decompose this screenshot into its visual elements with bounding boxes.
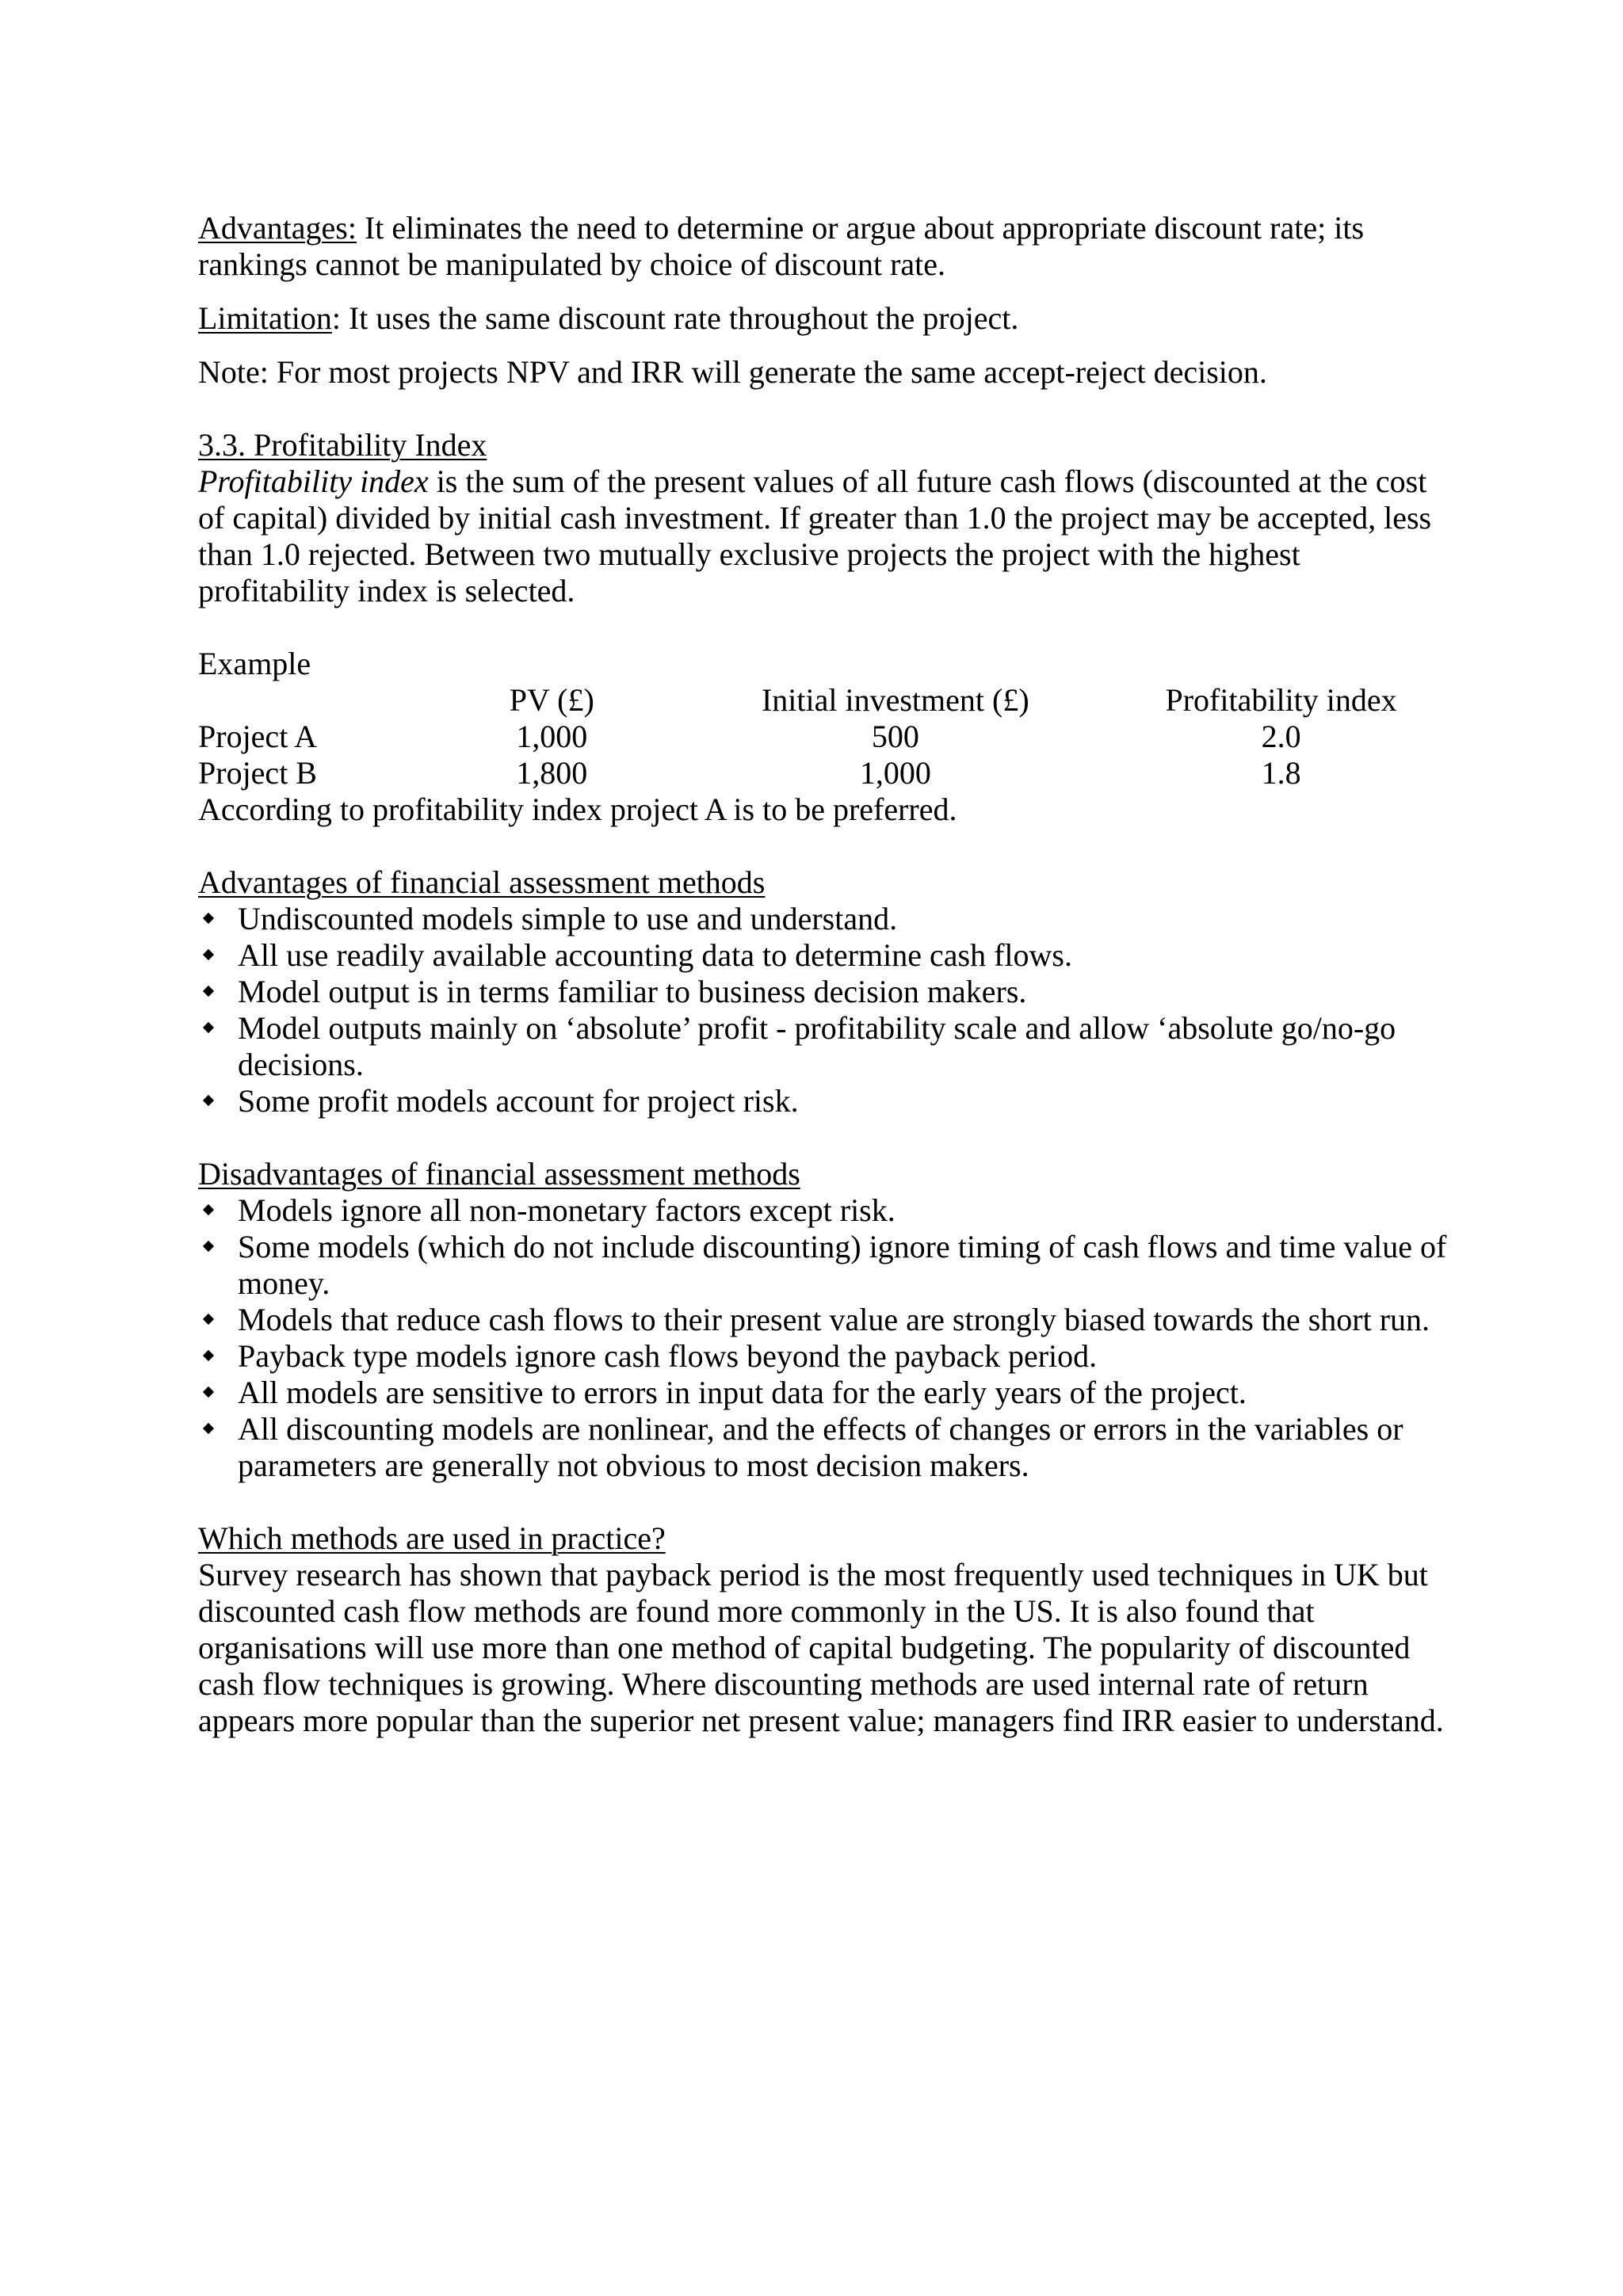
list-item: All discounting models are nonlinear, and the effects of changes or errors in the variables or parameters are generally not obvious to most decision makers. [198,1411,1450,1484]
project-name: Project B [198,755,317,791]
diamond-bullet-icon [203,986,214,997]
practice-heading: Which methods are used in practice? [198,1520,666,1556]
limitation-label: Limitation [198,300,332,336]
diamond-bullet-icon [203,1350,214,1361]
list-item: Payback type models ignore cash flows beyond the payback period. [198,1338,1450,1375]
profitability-index-definition [198,463,1450,609]
advantages-heading: Advantages of financial assessment methods [198,864,766,900]
document-page [198,210,1450,1739]
diamond-bullet-icon [203,1204,214,1215]
list-item: Model outputs mainly on ‘absolute’ profit - profitability scale and allow ‘absolute go/no-go decisions. [198,1010,1450,1083]
list-item: Some models (which do not include discounting) ignore timing of cash flows and time value of money. [198,1229,1450,1302]
header-initial-investment: Initial investment (£) [761,682,1029,718]
irr-advantages-paragraph [198,210,1450,283]
irr-limitation-paragraph [198,300,1450,337]
list-item: All use readily available accounting data to determine cash flows. [198,937,1450,974]
project-pv: 1,000 [516,719,588,754]
diamond-bullet-icon [203,1314,214,1325]
disadvantages-heading: Disadvantages of financial assessment methods [198,1156,800,1192]
list-item: Models ignore all non-monetary factors except risk. [198,1192,1450,1229]
project-index: 2.0 [1261,719,1301,754]
header-profitability-index: Profitability index [1165,682,1397,718]
table-row [198,755,1419,791]
project-pv: 1,800 [516,755,588,791]
practice-paragraph: Survey research has shown that payback period is the most frequently used techniques in UK but discounted cash flow methods are found more commonly in the US. It is also found that organisations will use more than one method of capital budgeting. The popularity of discounted cash flow techniques is growing. Where discounting methods are used internal rate of return appears more popular than the superior net present value; managers find IRR easier to understand. [198,1557,1444,1738]
diamond-bullet-icon [203,949,214,960]
list-item: Undiscounted models simple to use and understand. [198,901,1450,937]
project-name: Project A [198,719,317,754]
advantages-list [198,901,1450,1119]
section-heading-profitability-index: 3.3. Profitability Index [198,427,487,463]
diamond-bullet-icon [203,1423,214,1434]
diamond-bullet-icon [203,913,214,924]
irr-note: Note: For most projects NPV and IRR will generate the same accept-reject decision. [198,354,1267,390]
advantages-text: It eliminates the need to determine or argue about appropriate discount rate; its rankings cannot be manipulated by choice of discount rate. [198,210,1365,282]
header-pv: PV (£) [509,682,594,718]
list-item: Some profit models account for project risk. [198,1083,1450,1119]
project-investment: 1,000 [859,755,931,791]
example-label: Example [198,646,311,681]
project-index: 1.8 [1261,755,1301,791]
example-conclusion: According to profitability index project A is to be preferred. [198,791,957,827]
list-item: All models are sensitive to errors in input data for the early years of the project. [198,1375,1450,1411]
profitability-index-definition-text: is the sum of the present values of all future cash flows (discounted at the cost of capital) divided by initial cash investment. If greater than 1.0 the project may be accepted, less than 1.0 rejected. Between two mutually exclusive projects the project with the highest profitability index is selected. [198,463,1432,608]
diamond-bullet-icon [203,1095,214,1106]
diamond-bullet-icon [203,1386,214,1398]
profitability-index-term: Profitability index [198,463,429,499]
diamond-bullet-icon [203,1241,214,1252]
list-item: Models that reduce cash flows to their present value are strongly biased towards the short run. [198,1302,1450,1338]
limitation-text: : It uses the same discount rate throughout the project. [331,300,1019,336]
diamond-bullet-icon [203,1022,214,1033]
example-table [198,682,1419,791]
advantages-label: Advantages: [198,210,357,246]
table-row [198,719,1419,755]
example-table-header [198,682,1419,719]
project-investment: 500 [871,719,919,754]
disadvantages-list [198,1192,1450,1484]
list-item: Model output is in terms familiar to business decision makers. [198,974,1450,1010]
